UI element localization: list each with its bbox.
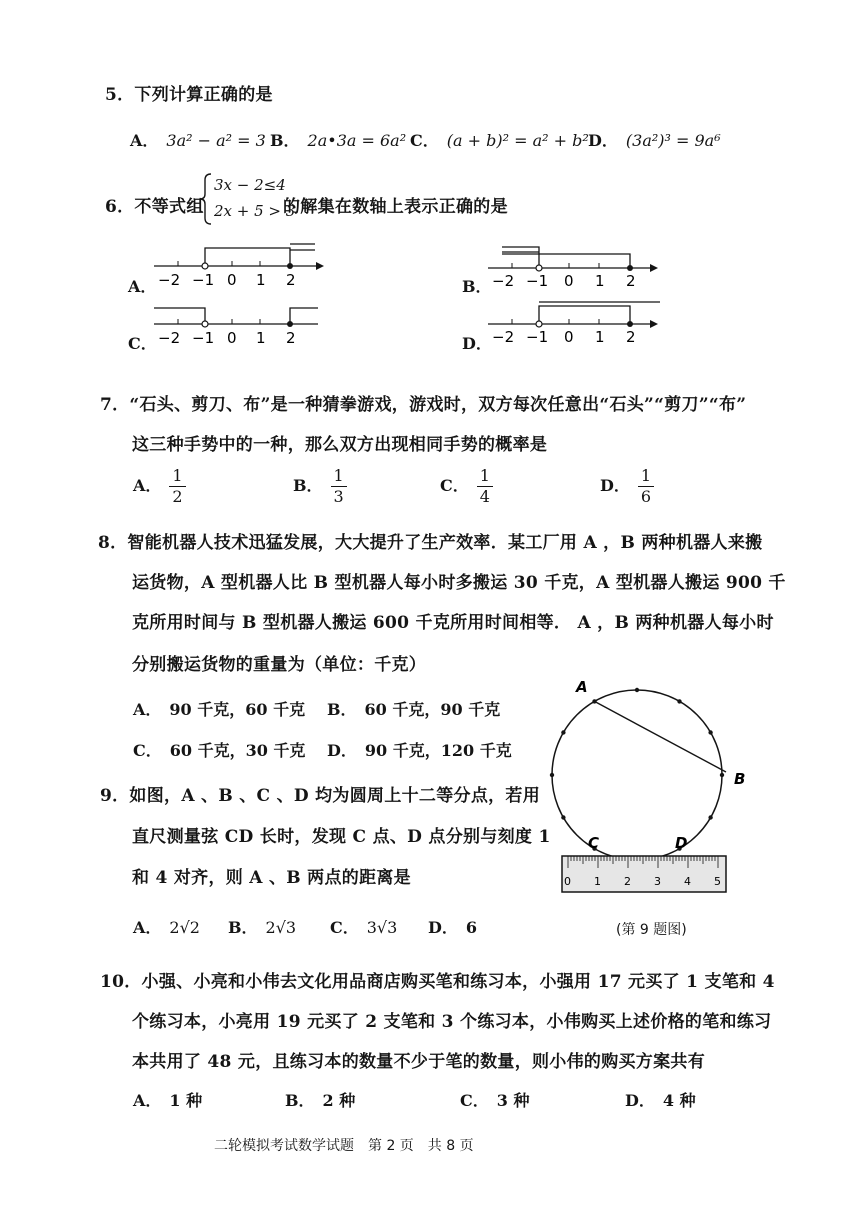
tick-label: −2 <box>158 329 181 347</box>
option-letter: D． <box>327 741 357 760</box>
denominator: 6 <box>640 487 652 506</box>
tick-label: 2 <box>286 271 296 289</box>
q9-line-1: 9．如图，A 、B 、C 、D 均为圆周上十二等分点，若用 <box>100 786 541 806</box>
numerator: 1 <box>331 466 347 487</box>
q9-option-b <box>228 915 296 938</box>
q5-option-c <box>410 128 589 151</box>
option-letter: C． <box>410 131 439 150</box>
option-letter: A． <box>133 700 162 719</box>
option-letter: C． <box>460 1091 489 1110</box>
tick-label: 0 <box>564 328 574 346</box>
option-text: (a + b)² = a² + b² <box>446 131 589 150</box>
tick-label: 2 <box>626 272 636 290</box>
tick-label: 0 <box>227 329 237 347</box>
option-letter: C． <box>330 918 359 937</box>
figure-caption: (第 9 题图) <box>616 922 687 938</box>
tick-label: −1 <box>526 328 549 346</box>
q5-option-d <box>588 128 721 151</box>
page-footer: 二轮模拟考试数学试题 第 2 页 共 8 页 <box>214 1138 474 1154</box>
q6-option-d-letter: D． <box>462 334 492 353</box>
q9-option-c <box>330 915 397 938</box>
fraction <box>638 466 654 507</box>
ruler <box>562 856 726 892</box>
division-points <box>550 688 724 862</box>
tick-label: −2 <box>158 271 181 289</box>
q10-line-1: 10．小强、小亮和小伟去文化用品商店购买笔和练习本，小强用 17 元买了 1 支笔和 4 <box>100 972 775 992</box>
tick-label: 1 <box>256 329 266 347</box>
ruler-label: 2 <box>624 875 631 888</box>
numerator: 1 <box>169 466 185 487</box>
q8-option-a <box>133 697 305 720</box>
point-label-a: A <box>576 678 588 696</box>
ruler-label: 0 <box>564 875 571 888</box>
point-label-d: D <box>675 834 688 852</box>
denominator: 4 <box>479 487 490 506</box>
q6-numberline-b <box>484 240 664 290</box>
chord-ab <box>595 701 727 772</box>
q6-prefix: 6．不等式组 <box>105 197 204 217</box>
brace-icon <box>198 172 214 226</box>
option-letter: B． <box>327 700 357 719</box>
point-label-c: C <box>588 834 600 852</box>
option-letter: D． <box>428 918 458 937</box>
option-letter: B． <box>228 918 258 937</box>
q8-option-b <box>327 697 500 720</box>
q8-line-1: 8．智能机器人技术迅猛发展，大大提升了生产效率．某工厂用 A ，B 两种机器人来搬 <box>98 533 763 553</box>
tick-label: −1 <box>526 272 549 290</box>
option-text: 4 种 <box>662 1091 696 1110</box>
option-letter: A． <box>133 918 162 937</box>
q9-option-a <box>133 915 200 938</box>
tick-label: −2 <box>492 272 515 290</box>
fraction <box>477 466 493 507</box>
tick-label: 1 <box>595 328 605 346</box>
option-letter: D． <box>600 476 630 495</box>
ruler-label: 3 <box>654 875 661 888</box>
option-text: 3a² − a² = 3 <box>166 131 266 150</box>
option-letter: B． <box>285 1091 315 1110</box>
q10-option-c <box>460 1088 529 1111</box>
option-text: 3 种 <box>496 1091 530 1110</box>
tick-label: −2 <box>492 328 515 346</box>
option-letter: D． <box>588 131 618 150</box>
option-text: 2 种 <box>322 1091 356 1110</box>
q8-option-c <box>133 738 305 761</box>
tick-label: 0 <box>227 271 237 289</box>
fraction <box>331 466 347 507</box>
q8-line-2: 运货物，A 型机器人比 B 型机器人每小时多搬运 30 千克，A 型机器人搬运 900 千 <box>132 573 786 593</box>
q5-option-b <box>270 128 406 151</box>
q7-option-d <box>600 466 654 507</box>
q8-line-3: 克所用时间与 B 型机器人搬运 600 千克所用时间相等． A ，B 两种机器人每小时 <box>132 613 774 633</box>
denominator: 3 <box>333 487 344 506</box>
option-letter: A． <box>133 1091 162 1110</box>
q7-option-c <box>440 466 493 507</box>
tick-label: 2 <box>626 328 636 346</box>
q7-line-1: 7．“石头、剪刀、布”是一种猜拳游戏，游戏时，双方每次任意出“石头”“剪刀”“布” <box>100 395 747 415</box>
q9-line-3: 和 4 对齐，则 A 、B 两点的距离是 <box>132 868 411 888</box>
point-label-b: B <box>734 770 746 788</box>
option-text: 60 千克，30 千克 <box>169 741 306 760</box>
q10-line-3: 本共用了 48 元，且练习本的数量不少于笔的数量，则小伟的购买方案共有 <box>132 1052 705 1072</box>
tick-label: −1 <box>192 329 215 347</box>
q9-figure <box>540 668 770 908</box>
q5-stem: 5．下列计算正确的是 <box>105 85 273 105</box>
q7-option-a <box>133 466 186 507</box>
option-letter: A． <box>130 131 159 150</box>
q8-option-d <box>327 738 512 761</box>
q7-line-2: 这三种手势中的一种，那么双方出现相同手势的概率是 <box>132 435 548 455</box>
q6-inequality-2: 2x + 5 > 3 <box>214 202 296 220</box>
option-text: 1 种 <box>169 1091 203 1110</box>
q10-option-a <box>133 1088 202 1111</box>
option-text: 90 千克，120 千克 <box>364 741 512 760</box>
ruler-label: 4 <box>684 875 691 888</box>
ruler-label: 5 <box>714 875 721 888</box>
q10-line-2: 个练习本，小亮用 19 元买了 2 支笔和 3 个练习本，小伟购买上述价格的笔和练习 <box>132 1012 772 1032</box>
option-text: 3√3 <box>366 918 398 937</box>
q9-line-2: 直尺测量弦 CD 长时，发现 C 点、D 点分别与刻度 1 <box>132 827 551 847</box>
numerator: 1 <box>638 466 654 487</box>
q10-option-b <box>285 1088 355 1111</box>
ruler-label: 1 <box>594 875 601 888</box>
numerator: 1 <box>477 466 493 487</box>
option-letter: B． <box>293 476 323 495</box>
q6-option-a-letter: A． <box>128 277 157 296</box>
option-text: 6 <box>465 918 478 937</box>
option-text: 60 千克，90 千克 <box>364 700 501 719</box>
fraction <box>169 466 185 507</box>
option-letter: D． <box>625 1091 655 1110</box>
option-text: (3a²)³ = 9a⁶ <box>625 131 721 150</box>
tick-label: 1 <box>595 272 605 290</box>
option-letter: B． <box>270 131 300 150</box>
q6-option-c-letter: C． <box>128 334 157 353</box>
option-text: 2√3 <box>265 918 297 937</box>
q10-option-d <box>625 1088 696 1111</box>
q5-option-a <box>130 128 266 151</box>
q6-numberline-a <box>150 240 330 290</box>
q6-inequality-1: 3x − 2≤4 <box>214 176 286 194</box>
q7-option-b <box>293 466 347 507</box>
q6-numberline-d <box>484 296 664 346</box>
tick-label: −1 <box>192 271 215 289</box>
option-letter: C． <box>133 741 162 760</box>
q6-option-b-letter: B． <box>462 277 492 296</box>
option-letter: C． <box>440 476 469 495</box>
option-text: 2√2 <box>169 918 200 937</box>
q9-option-d <box>428 915 477 938</box>
option-text: 2a•3a = 6a² <box>307 131 407 150</box>
tick-label: 2 <box>286 329 296 347</box>
q6-numberline-c <box>150 298 330 348</box>
tick-label: 0 <box>564 272 574 290</box>
circle <box>552 690 722 860</box>
q6-suffix: 的解集在数轴上表示正确的是 <box>283 197 508 217</box>
q8-line-4: 分别搬运货物的重量为（单位：千克） <box>132 655 427 675</box>
tick-label: 1 <box>256 271 266 289</box>
option-text: 90 千克，60 千克 <box>169 700 306 719</box>
option-letter: A． <box>133 476 162 495</box>
denominator: 2 <box>172 487 183 506</box>
